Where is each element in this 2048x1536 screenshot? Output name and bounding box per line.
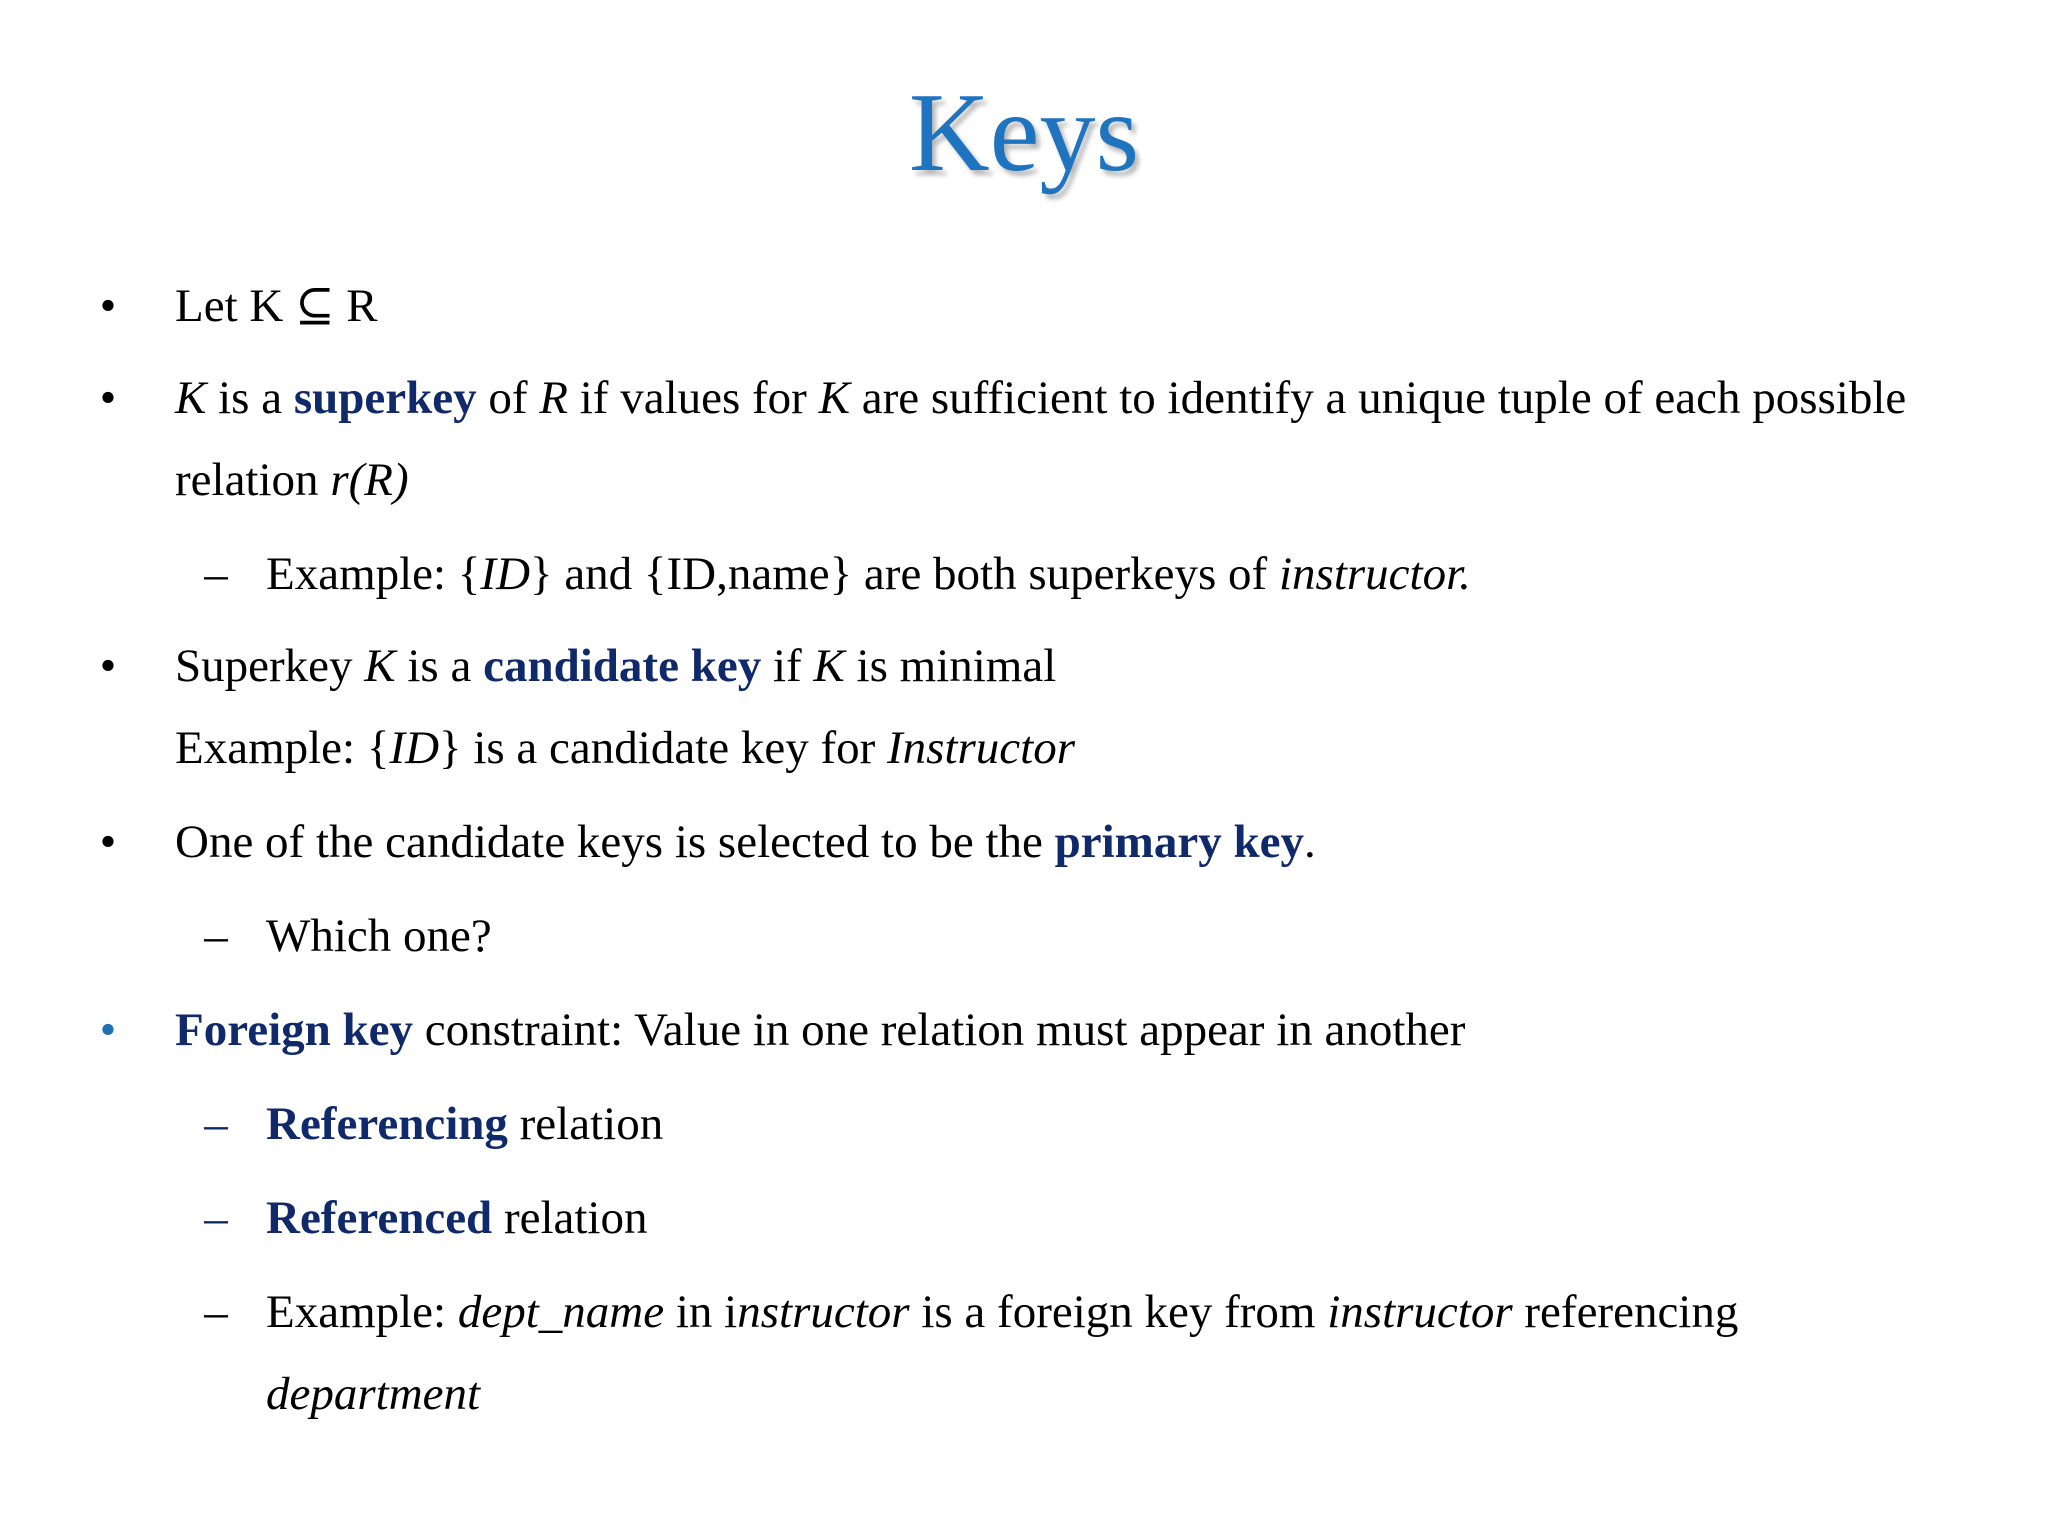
keyword-candidate-key: candidate key	[483, 640, 762, 692]
bullet-marker: •	[99, 280, 117, 332]
bullet-text: K is a superkey of R if values for K are sufficient to identify a unique tuple of each possible	[175, 372, 1907, 424]
bullet-marker: •	[99, 640, 117, 692]
dash-marker: –	[204, 1286, 228, 1338]
dash-marker: –	[204, 1098, 228, 1150]
sub-bullet-foreign-key-example	[0, 1282, 2048, 1342]
sub-bullet-text: Example: {ID} and {ID,name} are both superkeys of instructor.	[266, 548, 1471, 600]
bullet-candidate-key	[0, 636, 2048, 696]
subset-symbol: ⊆	[295, 280, 335, 332]
bullet-superkey	[0, 368, 2048, 428]
dash-marker: –	[204, 548, 228, 600]
bullet-text: Superkey K is a candidate key if K is minimal	[175, 640, 1057, 692]
bullet-text: relation r(R)	[175, 454, 409, 506]
slide-title: Keys	[908, 71, 1140, 195]
keyword-foreign-key: Foreign key	[175, 1004, 414, 1056]
bullet-let-k	[0, 276, 2048, 336]
sub-bullet-referencing	[0, 1094, 2048, 1154]
bullet-marker: •	[99, 372, 117, 424]
bullet-foreign-key	[0, 1000, 2048, 1060]
dash-marker: –	[204, 1192, 228, 1244]
keyword-referencing: Referencing	[266, 1098, 508, 1150]
bullet-primary-key	[0, 812, 2048, 872]
bullet-marker: •	[99, 816, 117, 868]
bullet-superkey-continuation	[0, 450, 2048, 510]
bullet-text: One of the candidate keys is selected to be the primary key.	[175, 816, 1316, 868]
sub-bullet-which-one	[0, 906, 2048, 966]
bullet-text: Example: {ID} is a candidate key for Instructor	[175, 722, 1076, 774]
sub-bullet-foreign-key-example-continuation	[0, 1364, 2048, 1424]
sub-bullet-text: Which one?	[266, 910, 492, 962]
dash-marker: –	[204, 910, 228, 962]
candidate-key-example	[0, 718, 2048, 778]
bullet-text: Let K ⊆ R	[175, 280, 378, 332]
sub-bullet-text: department	[266, 1368, 481, 1420]
bullet-text: Foreign key constraint: Value in one relation must appear in another	[175, 1004, 1466, 1056]
sub-bullet-referenced	[0, 1188, 2048, 1248]
sub-bullet-text: Referencing relation	[266, 1098, 664, 1150]
sub-bullet-text: Example: dept_name in instructor is a foreign key from instructor referencing	[266, 1286, 1739, 1338]
keyword-referenced: Referenced	[266, 1192, 493, 1244]
sub-bullet-text: Referenced relation	[266, 1192, 648, 1244]
keyword-superkey: superkey	[293, 372, 477, 424]
keyword-primary-key: primary key	[1054, 816, 1304, 868]
sub-bullet-superkey-example	[0, 544, 2048, 604]
bullet-marker: •	[99, 1004, 117, 1056]
